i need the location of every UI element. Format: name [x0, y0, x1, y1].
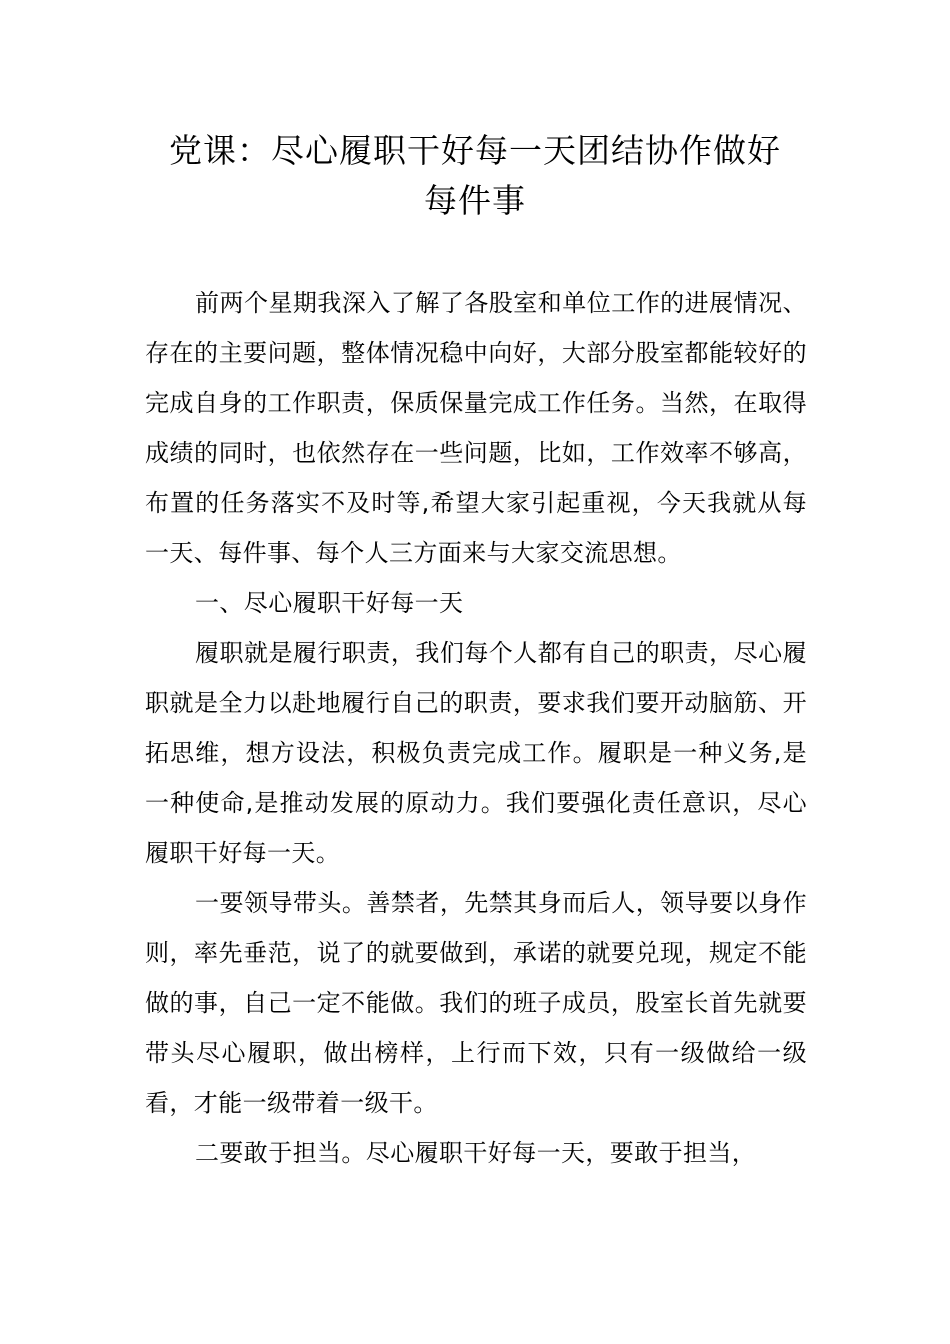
- title-line-1: 党课：尽心履职干好每一天团结协作做好: [169, 131, 781, 170]
- document-title: [120, 126, 830, 226]
- paragraph-leadership: 一要领导带头。善禁者，先禁其身而后人，领导要以身作则，率先垂范，说了的就要做到，承诺的就要兑现，规定不能做的事，自己一定不能做。我们的班子成员，股室长首先就要带头尽心履职，做出榜样，上行而下效，只有一级做给一级看，才能一级带着一级干。: [145, 889, 807, 1117]
- paragraph-duty: 履职就是履行职责，我们每个人都有自己的职责，尽心履职就是全力以赴地履行自己的职责，要求我们要开动脑筋、开拓思维，想方设法，积极负责完成工作。履职是一种义务,是一种使命,是推动发展的原动力。我们要强化责任意识，尽心履职干好每一天。: [145, 639, 807, 867]
- paragraph-intro: 前两个星期我深入了解了各股室和单位工作的进展情况、存在的主要问题，整体情况稳中向好，大部分股室都能较好的完成自身的工作职责，保质保量完成工作任务。当然，在取得成绩的同时，也依然存在一些问题，比如，工作效率不够高，布置的任务落实不及时等,希望大家引起重视，今天我就从每一天、每件事、每个人三方面来与大家交流思想。: [145, 289, 807, 567]
- section-heading-1: 一、尽心履职干好每一天: [195, 589, 464, 617]
- document-body: [145, 278, 807, 1178]
- paragraph-responsibility: 二要敢于担当。尽心履职干好每一天，要敢于担当，: [195, 1139, 757, 1167]
- title-line-2: 每件事: [424, 181, 526, 220]
